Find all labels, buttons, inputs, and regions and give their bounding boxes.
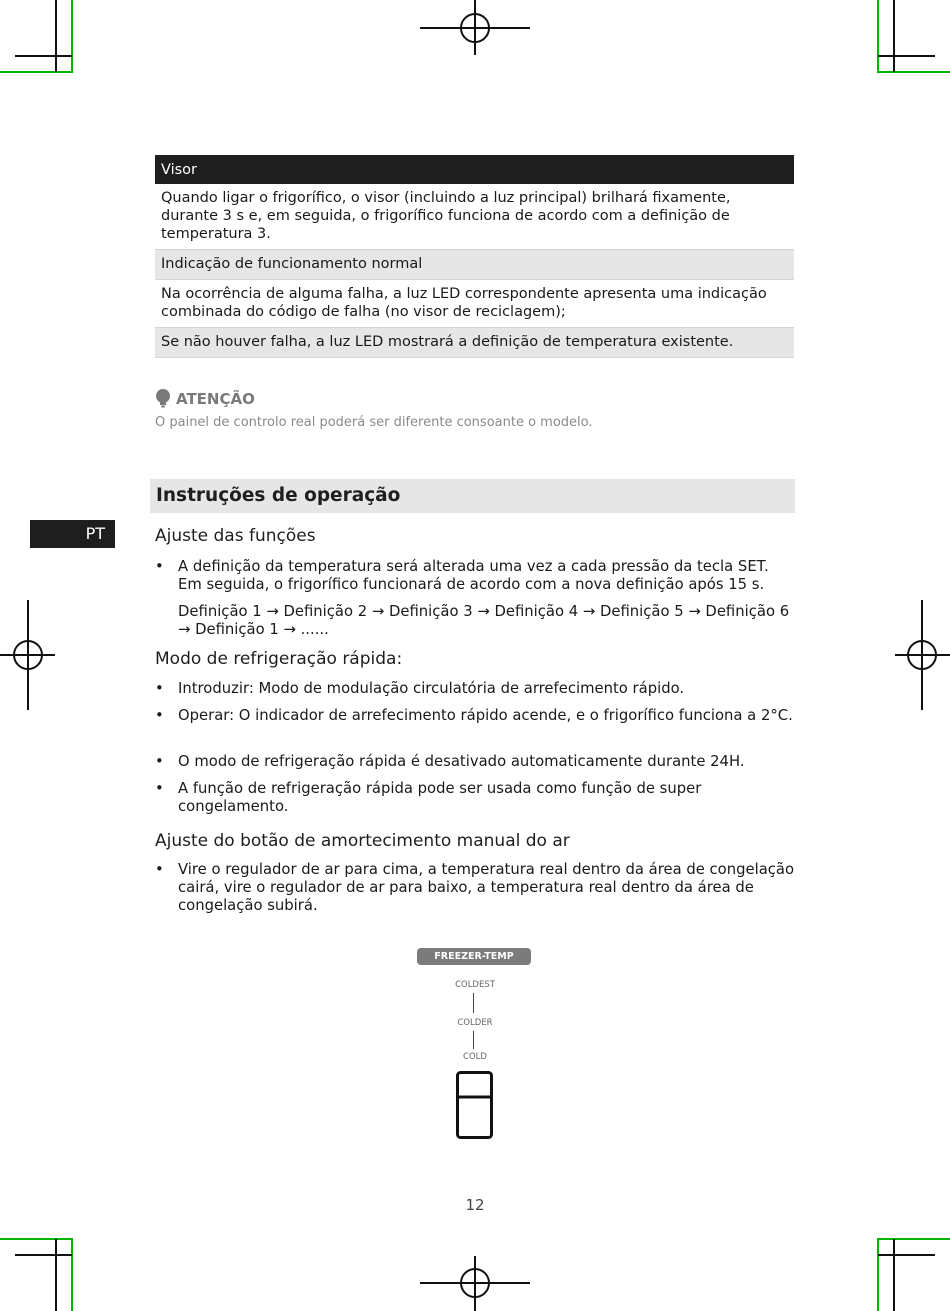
bullet-dot: • <box>155 753 164 770</box>
list-item <box>155 558 795 594</box>
list-item-text: A definição da temperatura será alterada uma vez a cada pressão da tecla SET. Em seguida, o frigorífico funcionará de acordo com a nova definição após 15 s. <box>178 558 769 593</box>
list-item-text: A função de refrigeração rápida pode ser usada como função de super congelamento. <box>178 780 702 815</box>
table-row: Na ocorrência de alguma falha, a luz LED correspondente apresenta uma indicação combinada do código de falha (no visor de reciclagem); <box>155 280 794 328</box>
table-row: Indicação de funcionamento normal <box>155 250 794 280</box>
display-table <box>155 155 794 358</box>
page-number: 12 <box>465 1196 485 1214</box>
level-connector <box>473 1031 474 1049</box>
freezer-temp-label: FREEZER-TEMP <box>417 948 531 965</box>
attention-title: ATENÇÃO <box>176 389 255 408</box>
damper-heading: Ajuste do botão de amortecimento manual do ar <box>155 831 570 851</box>
section-title: Instruções de operação <box>150 479 795 513</box>
list-item-text: Vire o regulador de ar para cima, a temperatura real dentro da área de congelação cairá, vire o regulador de ar para baixo, a temperatura real dentro da área de congelação subirá. <box>178 861 795 914</box>
bullet-dot: • <box>155 861 164 878</box>
fridge-icon <box>456 1071 493 1139</box>
list-item <box>155 753 795 771</box>
level-label: COLDEST <box>455 980 495 990</box>
list-item <box>155 780 795 816</box>
list-item <box>155 680 795 698</box>
table-row: Se não houver falha, a luz LED mostrará a definição de temperatura existente. <box>155 328 794 358</box>
list-item <box>155 707 795 725</box>
list-item-text: Operar: O indicador de arrefecimento rápido acende, e o frigorífico funciona a 2°C. <box>178 707 793 724</box>
language-tab: PT <box>30 520 115 548</box>
bullet-dot: • <box>155 707 164 724</box>
attention-note <box>155 389 795 430</box>
level-connector <box>473 993 474 1013</box>
level-label: COLDER <box>457 1018 493 1028</box>
level-label: COLD <box>463 1052 487 1062</box>
table-header: Visor <box>155 155 794 184</box>
list-item <box>155 861 795 915</box>
list-item-text: Introduzir: Modo de modulação circulatória de arrefecimento rápido. <box>178 680 685 697</box>
table-row: Quando ligar o frigorífico, o visor (incluindo a luz principal) brilhará fixamente, durante 3 s e, em seguida, o frigorífico funciona de acordo com a definição de temperatura 3. <box>155 184 794 250</box>
display-section <box>155 155 795 358</box>
lightbulb-icon <box>155 389 171 408</box>
fast-cooling-heading: Modo de refrigeração rápida: <box>155 649 403 669</box>
freezer-temp-diagram <box>400 945 550 1145</box>
bullet-dot: • <box>155 558 164 575</box>
bullet-dot: • <box>155 780 164 797</box>
attention-title-row <box>155 389 795 408</box>
functions-heading: Ajuste das funções <box>155 526 316 546</box>
setting-sequence: Definição 1 → Definição 2 → Definição 3 → Definição 4 → Definição 5 → Definição 6 → Definição 1 → ...... <box>178 603 790 638</box>
attention-text: O painel de controlo real poderá ser diferente consoante o modelo. <box>155 415 593 430</box>
list-item-text: O modo de refrigeração rápida é desativado automaticamente durante 24H. <box>178 753 745 770</box>
bullet-dot: • <box>155 680 164 697</box>
